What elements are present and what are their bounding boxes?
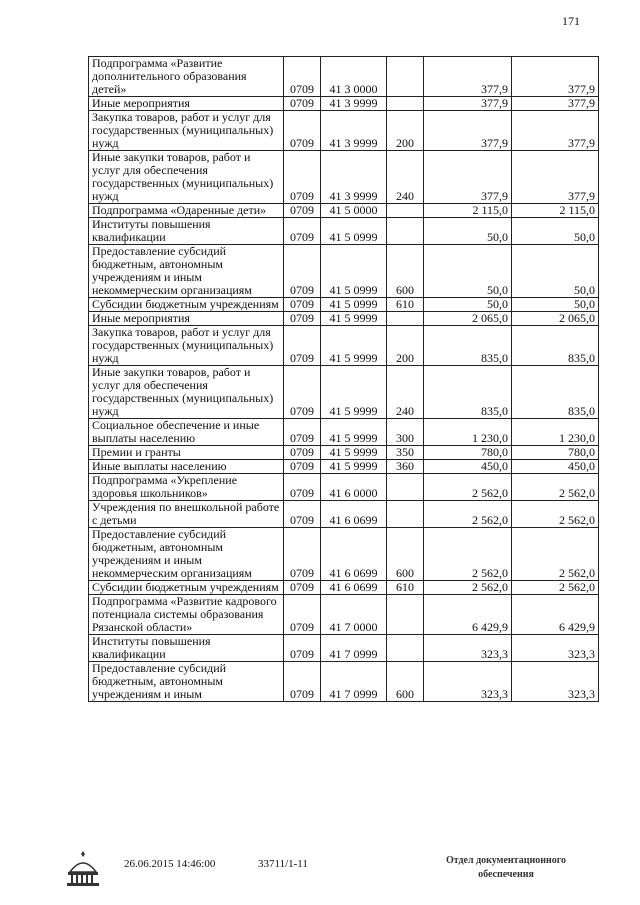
row-type-cell: 360 bbox=[387, 460, 424, 474]
row-section-cell: 0709 bbox=[284, 111, 321, 151]
row-value2-cell: 835,0 bbox=[512, 366, 599, 419]
page-footer bbox=[0, 848, 640, 898]
row-value2-cell: 2 562,0 bbox=[512, 501, 599, 528]
table-row bbox=[89, 595, 599, 635]
row-code-cell: 41 7 0999 bbox=[321, 635, 387, 662]
row-code-cell: 41 5 0000 bbox=[321, 204, 387, 218]
row-code-cell: 41 6 0699 bbox=[321, 501, 387, 528]
row-value1-cell: 2 562,0 bbox=[424, 501, 512, 528]
row-section-cell: 0709 bbox=[284, 595, 321, 635]
row-section-cell: 0709 bbox=[284, 366, 321, 419]
row-section-cell: 0709 bbox=[284, 446, 321, 460]
row-type-cell: 600 bbox=[387, 528, 424, 581]
row-name-cell: Субсидии бюджетным учреждениям bbox=[89, 298, 284, 312]
row-value1-cell: 377,9 bbox=[424, 57, 512, 97]
row-value2-cell: 6 429,9 bbox=[512, 595, 599, 635]
row-type-cell: 200 bbox=[387, 326, 424, 366]
row-type-cell: 600 bbox=[387, 662, 424, 702]
row-code-cell: 41 7 0000 bbox=[321, 595, 387, 635]
row-value1-cell: 50,0 bbox=[424, 218, 512, 245]
row-code-cell: 41 6 0699 bbox=[321, 528, 387, 581]
row-type-cell: 240 bbox=[387, 151, 424, 204]
row-value2-cell: 2 562,0 bbox=[512, 581, 599, 595]
row-type-cell: 240 bbox=[387, 366, 424, 419]
row-name-cell: Иные мероприятия bbox=[89, 97, 284, 111]
row-section-cell: 0709 bbox=[284, 419, 321, 446]
row-value2-cell: 2 562,0 bbox=[512, 528, 599, 581]
row-code-cell: 41 5 9999 bbox=[321, 446, 387, 460]
row-code-cell: 41 6 0000 bbox=[321, 474, 387, 501]
row-code-cell: 41 6 0699 bbox=[321, 581, 387, 595]
row-name-cell: Закупка товаров, работ и услуг для государственных (муниципальных) нужд bbox=[89, 326, 284, 366]
row-value1-cell: 835,0 bbox=[424, 326, 512, 366]
row-value1-cell: 6 429,9 bbox=[424, 595, 512, 635]
row-code-cell: 41 5 0999 bbox=[321, 298, 387, 312]
table-row bbox=[89, 204, 599, 218]
footer-department bbox=[416, 854, 596, 882]
row-value1-cell: 780,0 bbox=[424, 446, 512, 460]
row-section-cell: 0709 bbox=[284, 474, 321, 501]
table-row bbox=[89, 581, 599, 595]
table-row bbox=[89, 245, 599, 298]
row-type-cell bbox=[387, 635, 424, 662]
table-row bbox=[89, 218, 599, 245]
row-type-cell: 600 bbox=[387, 245, 424, 298]
row-section-cell: 0709 bbox=[284, 528, 321, 581]
row-section-cell: 0709 bbox=[284, 57, 321, 97]
row-value2-cell: 377,9 bbox=[512, 111, 599, 151]
row-name-cell: Иные выплаты населению bbox=[89, 460, 284, 474]
table-row bbox=[89, 111, 599, 151]
row-value1-cell: 377,9 bbox=[424, 97, 512, 111]
row-type-cell bbox=[387, 595, 424, 635]
row-section-cell: 0709 bbox=[284, 635, 321, 662]
row-value1-cell: 377,9 bbox=[424, 111, 512, 151]
row-value1-cell: 323,3 bbox=[424, 662, 512, 702]
row-code-cell: 41 5 9999 bbox=[321, 460, 387, 474]
row-value2-cell: 2 115,0 bbox=[512, 204, 599, 218]
row-value1-cell: 2 065,0 bbox=[424, 312, 512, 326]
row-name-cell: Социальное обеспечение и иные выплаты населению bbox=[89, 419, 284, 446]
table-row bbox=[89, 57, 599, 97]
row-type-cell: 300 bbox=[387, 419, 424, 446]
row-section-cell: 0709 bbox=[284, 218, 321, 245]
row-value2-cell: 377,9 bbox=[512, 57, 599, 97]
page-number: 171 bbox=[562, 14, 580, 28]
row-section-cell: 0709 bbox=[284, 326, 321, 366]
row-name-cell: Закупка товаров, работ и услуг для государственных (муниципальных) нужд bbox=[89, 111, 284, 151]
budget-table-body bbox=[89, 57, 599, 702]
row-type-cell bbox=[387, 57, 424, 97]
row-value1-cell: 835,0 bbox=[424, 366, 512, 419]
table-row bbox=[89, 151, 599, 204]
table-row bbox=[89, 446, 599, 460]
table-row bbox=[89, 460, 599, 474]
row-value1-cell: 2 562,0 bbox=[424, 474, 512, 501]
footer-dept-line2: обеспечения bbox=[478, 869, 534, 880]
row-name-cell: Предоставление субсидий бюджетным, автономным учреждениям и иным некоммерческим организациям bbox=[89, 245, 284, 298]
row-name-cell: Предоставление субсидий бюджетным, автономным учреждениям и иным bbox=[89, 662, 284, 702]
row-code-cell: 41 5 9999 bbox=[321, 366, 387, 419]
table-row bbox=[89, 474, 599, 501]
row-value2-cell: 780,0 bbox=[512, 446, 599, 460]
row-code-cell: 41 5 9999 bbox=[321, 326, 387, 366]
table-row bbox=[89, 528, 599, 581]
table-row bbox=[89, 501, 599, 528]
row-code-cell: 41 7 0999 bbox=[321, 662, 387, 702]
table-row bbox=[89, 662, 599, 702]
budget-table bbox=[88, 56, 599, 702]
row-name-cell: Институты повышения квалификации bbox=[89, 218, 284, 245]
row-section-cell: 0709 bbox=[284, 581, 321, 595]
row-name-cell: Подпрограмма «Развитие кадрового потенциала системы образования Рязанской области» bbox=[89, 595, 284, 635]
row-value2-cell: 835,0 bbox=[512, 326, 599, 366]
row-type-cell: 610 bbox=[387, 581, 424, 595]
row-type-cell bbox=[387, 501, 424, 528]
table-row bbox=[89, 419, 599, 446]
row-section-cell: 0709 bbox=[284, 460, 321, 474]
duma-emblem-icon bbox=[62, 848, 104, 888]
row-code-cell: 41 5 0999 bbox=[321, 245, 387, 298]
row-value1-cell: 2 562,0 bbox=[424, 581, 512, 595]
row-value2-cell: 377,9 bbox=[512, 151, 599, 204]
row-code-cell: 41 5 9999 bbox=[321, 312, 387, 326]
row-name-cell: Подпрограмма «Укрепление здоровья школьников» bbox=[89, 474, 284, 501]
row-code-cell: 41 3 9999 bbox=[321, 151, 387, 204]
row-value1-cell: 50,0 bbox=[424, 298, 512, 312]
row-name-cell: Иные закупки товаров, работ и услуг для обеспечения государственных (муниципальных) нужд bbox=[89, 151, 284, 204]
footer-doc-number: 33711/1-11 bbox=[258, 858, 308, 870]
row-code-cell: 41 3 9999 bbox=[321, 97, 387, 111]
row-value2-cell: 2 065,0 bbox=[512, 312, 599, 326]
row-section-cell: 0709 bbox=[284, 151, 321, 204]
row-section-cell: 0709 bbox=[284, 662, 321, 702]
row-type-cell bbox=[387, 204, 424, 218]
footer-date: 26.06.2015 14:46:00 bbox=[124, 858, 216, 870]
row-name-cell: Подпрограмма «Развитие дополнительного образования детей» bbox=[89, 57, 284, 97]
row-code-cell: 41 5 0999 bbox=[321, 218, 387, 245]
row-value2-cell: 2 562,0 bbox=[512, 474, 599, 501]
table-row bbox=[89, 312, 599, 326]
row-section-cell: 0709 bbox=[284, 97, 321, 111]
row-section-cell: 0709 bbox=[284, 204, 321, 218]
row-value1-cell: 2 115,0 bbox=[424, 204, 512, 218]
row-section-cell: 0709 bbox=[284, 298, 321, 312]
row-type-cell bbox=[387, 218, 424, 245]
row-code-cell: 41 5 9999 bbox=[321, 419, 387, 446]
row-value2-cell: 50,0 bbox=[512, 245, 599, 298]
table-row bbox=[89, 326, 599, 366]
table-row bbox=[89, 97, 599, 111]
row-value2-cell: 377,9 bbox=[512, 97, 599, 111]
row-value1-cell: 377,9 bbox=[424, 151, 512, 204]
row-name-cell: Институты повышения квалификации bbox=[89, 635, 284, 662]
row-code-cell: 41 3 9999 bbox=[321, 111, 387, 151]
row-value2-cell: 50,0 bbox=[512, 298, 599, 312]
row-name-cell: Иные закупки товаров, работ и услуг для обеспечения государственных (муниципальных) нужд bbox=[89, 366, 284, 419]
row-value2-cell: 450,0 bbox=[512, 460, 599, 474]
row-value1-cell: 1 230,0 bbox=[424, 419, 512, 446]
row-type-cell bbox=[387, 312, 424, 326]
row-type-cell: 200 bbox=[387, 111, 424, 151]
row-value2-cell: 323,3 bbox=[512, 635, 599, 662]
row-value2-cell: 323,3 bbox=[512, 662, 599, 702]
table-row bbox=[89, 298, 599, 312]
row-value1-cell: 50,0 bbox=[424, 245, 512, 298]
row-value2-cell: 1 230,0 bbox=[512, 419, 599, 446]
row-name-cell: Учреждения по внешкольной работе с детьми bbox=[89, 501, 284, 528]
row-value2-cell: 50,0 bbox=[512, 218, 599, 245]
footer-dept-line1: Отдел документационного bbox=[445, 855, 567, 866]
table-row bbox=[89, 635, 599, 662]
row-name-cell: Подпрограмма «Одаренные дети» bbox=[89, 204, 284, 218]
row-name-cell: Субсидии бюджетным учреждениям bbox=[89, 581, 284, 595]
row-name-cell: Предоставление субсидий бюджетным, автономным учреждениям и иным некоммерческим организациям bbox=[89, 528, 284, 581]
row-section-cell: 0709 bbox=[284, 245, 321, 298]
row-value1-cell: 323,3 bbox=[424, 635, 512, 662]
row-name-cell: Премии и гранты bbox=[89, 446, 284, 460]
row-type-cell: 610 bbox=[387, 298, 424, 312]
table-row bbox=[89, 366, 599, 419]
row-type-cell: 350 bbox=[387, 446, 424, 460]
row-value1-cell: 450,0 bbox=[424, 460, 512, 474]
row-section-cell: 0709 bbox=[284, 501, 321, 528]
row-code-cell: 41 3 0000 bbox=[321, 57, 387, 97]
row-section-cell: 0709 bbox=[284, 312, 321, 326]
row-name-cell: Иные мероприятия bbox=[89, 312, 284, 326]
row-type-cell bbox=[387, 97, 424, 111]
row-value1-cell: 2 562,0 bbox=[424, 528, 512, 581]
row-type-cell bbox=[387, 474, 424, 501]
